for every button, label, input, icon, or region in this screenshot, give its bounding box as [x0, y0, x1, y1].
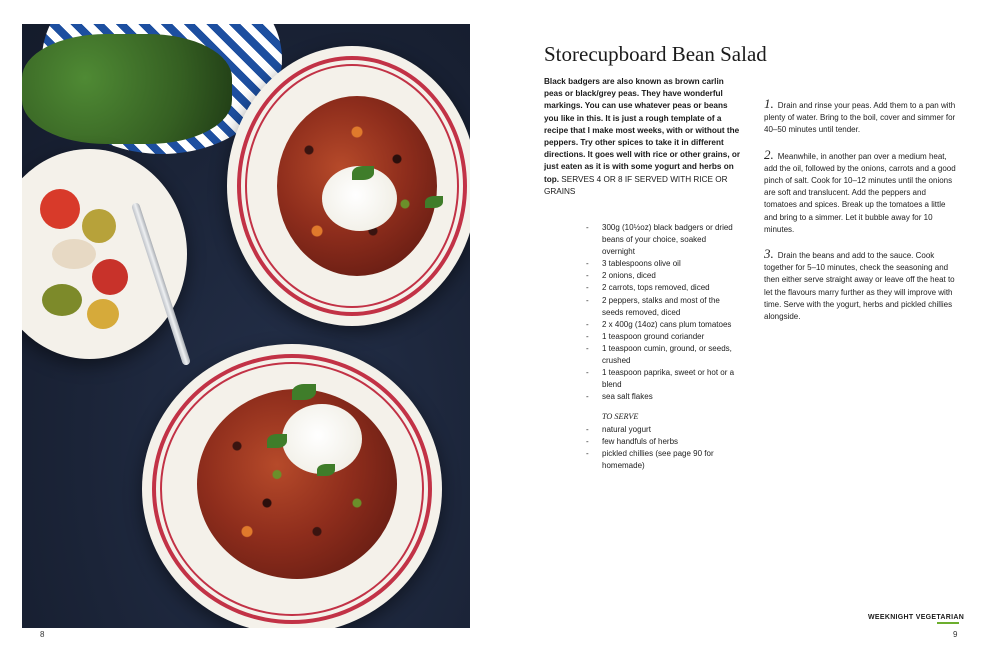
to-serve-item: - natural yogurt	[586, 424, 651, 434]
ingredient-item: - 1 teaspoon paprika, sweet or hot or a blend	[586, 368, 735, 390]
ingredient-item: - 1 teaspoon cumin, ground, or seeds, crushed	[586, 343, 732, 366]
ingredient-item: - 1 teaspoon ground coriander	[586, 331, 705, 341]
section-footer: WEEKNIGHT VEGETARIAN	[868, 614, 965, 621]
ingredient-item: - 2 x 400g (14oz) cans plum tomatoes	[586, 319, 732, 329]
pickles-plate	[22, 149, 187, 359]
page-number-left: 8	[40, 630, 45, 639]
page-number-right: 9	[953, 630, 958, 639]
method-steps	[764, 98, 960, 335]
ingredient-item: - 2 peppers, stalks and most of the seeds removed, diced	[586, 295, 720, 317]
herb-bunch	[22, 34, 232, 144]
footer-accent-bar	[937, 622, 959, 624]
ingredient-item: - 300g (10½oz) black badgers or dried beans of your choice, soaked overnight	[586, 223, 733, 257]
ingredient-item: - 2 carrots, tops removed, diced	[586, 283, 710, 293]
method-step-2: 2. Meanwhile, in another pan over a medium heat, add the oil, followed by the onions, carrots and a good pinch of salt. Cook for 10–12 minutes until the onions are soft and translucent. Add the peppers and tomatoes and spices. Break up the tomatoes a little and bring to a simmer. Let it bubble away for 10 minutes.	[764, 146, 956, 234]
ingredients-list	[586, 222, 736, 472]
food-photo	[22, 24, 470, 628]
method-step-1: 1. Drain and rinse your peas. Add them to a pan with plenty of water. Bring to the boil, cover and simmer for 40–50 minutes until tender.	[764, 96, 956, 135]
method-step-3: 3. Drain the beans and add to the sauce. Cook together for 5–10 minutes, check the seasoning and then either serve straight away or leave off the heat to let the flavours marry further as they will improve with time. Serve with the yogurt, herbs and pickled chillies alongside.	[764, 246, 955, 322]
ingredient-item: - 2 onions, diced	[586, 271, 656, 281]
recipe-title: Storecupboard Bean Salad	[544, 42, 767, 66]
to-serve-item: - few handfuls of herbs	[586, 436, 679, 446]
to-serve-item: - pickled chillies (see page 90 for homemade)	[586, 448, 714, 470]
serves-text: SERVES 4 OR 8 IF SERVED WITH RICE OR GRAINS	[544, 174, 728, 196]
ingredient-item: - sea salt flakes	[586, 392, 653, 402]
to-serve-heading: TO SERVE	[602, 412, 639, 422]
recipe-intro	[544, 76, 744, 198]
top-bowl	[227, 46, 470, 326]
intro-text: Black badgers are also known as brown carlin peas or black/grey peas. They have wonderful markings. You can use whatever peas or beans you like in this. It is just a rough template of a recipe that I make most weeks, with or without the peppers. Try other spices to take it in different directions. It goes well with rice or other grains, or just eaten as it is with some yogurt and herbs on top.	[544, 77, 741, 184]
bottom-bowl	[142, 344, 442, 628]
ingredient-item: - 3 tablespoons olive oil	[586, 259, 681, 269]
